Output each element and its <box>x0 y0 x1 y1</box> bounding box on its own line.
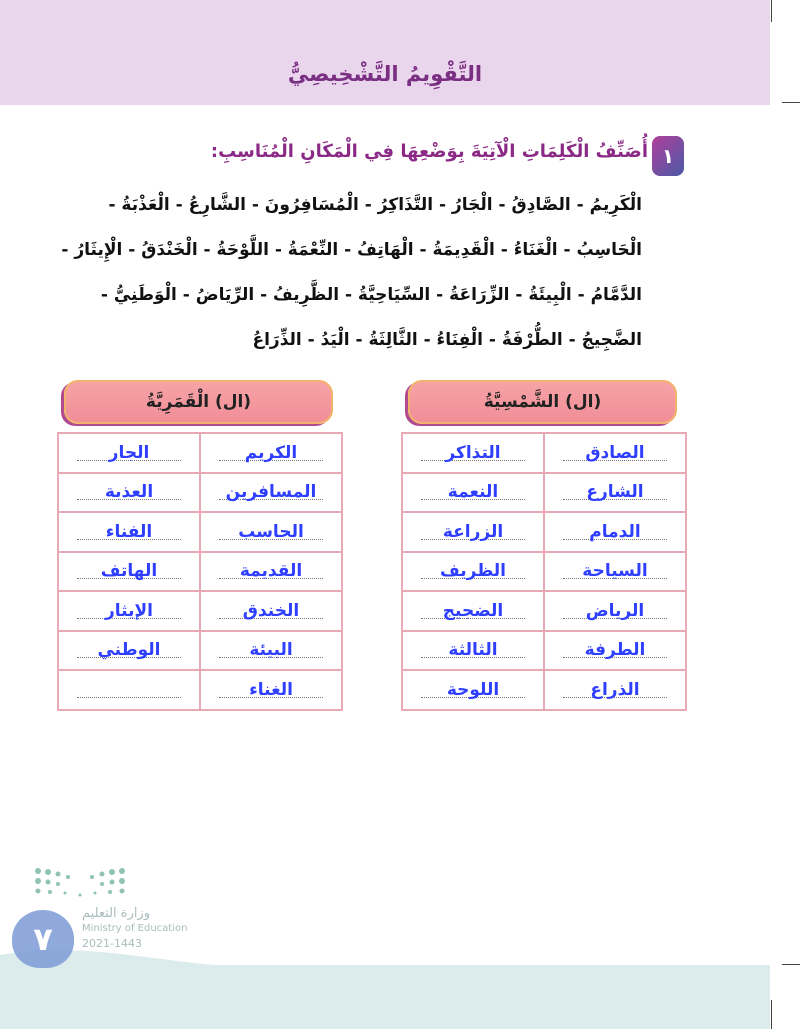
table-row <box>58 473 342 513</box>
ministry-logo-icon <box>30 865 130 905</box>
answer-cell[interactable] <box>58 552 200 592</box>
dotted-line <box>77 697 181 698</box>
answer-cell[interactable] <box>402 591 544 631</box>
qamariya-header: (ال) الْقَمَرِيَّةُ <box>64 380 333 424</box>
handwritten-answer: النعمة <box>447 482 499 503</box>
handwritten-answer: الدمام <box>589 521 641 542</box>
answer-cell[interactable] <box>402 631 544 671</box>
table-row <box>402 512 686 552</box>
handwritten-answer: الخندق <box>242 600 300 621</box>
header-band <box>0 0 770 105</box>
handwritten-answer: الجار <box>108 442 150 463</box>
answer-cell[interactable] <box>402 552 544 592</box>
question-number: ١ <box>652 136 684 176</box>
handwritten-answer: الشارع <box>586 482 644 503</box>
table-row <box>58 670 342 710</box>
table-row <box>402 591 686 631</box>
table-row <box>58 631 342 671</box>
handwritten-answer: البيئة <box>249 640 293 661</box>
answer-cell[interactable] <box>402 473 544 513</box>
answer-cell[interactable] <box>200 512 342 552</box>
handwritten-answer: الظريف <box>440 561 506 582</box>
handwritten-answer: الطرفة <box>584 640 646 661</box>
answer-cell[interactable] <box>200 473 342 513</box>
handwritten-answer: القديمة <box>239 561 303 582</box>
answer-cell[interactable] <box>402 670 544 710</box>
table-row <box>58 552 342 592</box>
answer-cell[interactable] <box>402 512 544 552</box>
question-text: أُصَنِّفُ الْكَلِمَاتِ الْآتِيَةَ بِوَضْعِهَا فِي الْمَكَانِ الْمُنَاسِبِ: <box>210 141 648 162</box>
handwritten-answer: الفناء <box>105 521 153 542</box>
answer-cell[interactable] <box>200 631 342 671</box>
answer-cell[interactable] <box>544 433 686 473</box>
table-row <box>402 670 686 710</box>
handwritten-answer: العذبة <box>104 482 154 503</box>
answer-cell[interactable] <box>544 670 686 710</box>
handwritten-answer: التذاكر <box>445 442 501 463</box>
handwritten-answer: الكريم <box>244 442 298 463</box>
table-row <box>58 433 342 473</box>
answer-cell[interactable] <box>58 512 200 552</box>
handwritten-answer: الحاسب <box>238 521 304 542</box>
footer-band <box>0 965 770 1029</box>
page-title: التَّقْوِيمُ التَّشْخِيصِيُّ <box>287 62 483 86</box>
table-row <box>58 591 342 631</box>
crop-mark <box>782 102 800 103</box>
handwritten-answer: اللوحة <box>446 679 500 700</box>
answer-cell[interactable] <box>200 591 342 631</box>
handwritten-answer: السياحة <box>582 561 648 582</box>
handwritten-answer: الإيثار <box>105 600 153 621</box>
answer-cell[interactable] <box>58 473 200 513</box>
word-line: الضَّجِيجُ - الطُّرْفَةُ - الْفِنَاءُ - الثَّالِثَةُ - الْيَدُ - الذِّرَاعُ <box>252 330 642 350</box>
answer-cell[interactable] <box>200 552 342 592</box>
ministry-logo-text: وزارة التعليم Ministry of Education 2021-1443 <box>82 906 188 950</box>
table-row <box>402 433 686 473</box>
answer-cell[interactable] <box>544 512 686 552</box>
answer-cell[interactable] <box>200 670 342 710</box>
handwritten-answer: الهاتف <box>100 561 158 582</box>
qamariya-table <box>57 432 343 711</box>
answer-cell[interactable] <box>58 631 200 671</box>
handwritten-answer: الوطني <box>97 640 161 661</box>
crop-mark <box>782 964 800 965</box>
handwritten-answer: الذراع <box>590 679 640 700</box>
table-row <box>402 552 686 592</box>
answer-cell[interactable] <box>58 591 200 631</box>
answer-cell[interactable] <box>58 670 200 710</box>
handwritten-answer: الثالثة <box>448 640 498 661</box>
answer-cell[interactable] <box>544 473 686 513</box>
word-line: الدَّمَّامُ - الْبِيئَةُ - الزِّرَاعَةُ - السِّيَاحِيَّةُ - الظَّرِيفُ - الرِّيَاضُ - الْوَطَنِيُّ - <box>100 285 642 305</box>
page-number: ٧ <box>12 910 74 968</box>
handwritten-answer: المسافرين <box>225 482 317 503</box>
answer-cell[interactable] <box>544 591 686 631</box>
table-row <box>402 473 686 513</box>
word-list <box>42 183 642 363</box>
table-row <box>58 512 342 552</box>
word-line: الْحَاسِبُ - الْغَنَاءُ - الْقَدِيمَةُ - الْهَاتِفُ - النِّعْمَةُ - اللَّوْحَةُ - الْخَنْدَقُ - الْإِيثَارُ - <box>61 240 642 260</box>
answer-cell[interactable] <box>544 631 686 671</box>
crop-mark <box>771 1000 772 1029</box>
table-row <box>402 631 686 671</box>
shamsiya-header: (ال) الشَّمْسِيَّةُ <box>408 380 677 424</box>
word-line: الْكَرِيمُ - الصَّادِقُ - الْجَارُ - التَّذَاكِرُ - الْمُسَافِرُونَ - الشَّارِعُ - الْعَذْبَةُ - <box>108 195 642 215</box>
shamsiya-table <box>401 432 687 711</box>
answer-cell[interactable] <box>200 433 342 473</box>
crop-mark <box>771 0 772 22</box>
answer-cell[interactable] <box>402 433 544 473</box>
handwritten-answer: الضجيج <box>442 600 504 621</box>
answer-cell[interactable] <box>544 552 686 592</box>
handwritten-answer: الصادق <box>585 442 645 463</box>
handwritten-answer: الزراعة <box>442 521 504 542</box>
answer-cell[interactable] <box>58 433 200 473</box>
handwritten-answer: الرياض <box>585 600 645 621</box>
handwritten-answer: الغناء <box>249 679 293 700</box>
